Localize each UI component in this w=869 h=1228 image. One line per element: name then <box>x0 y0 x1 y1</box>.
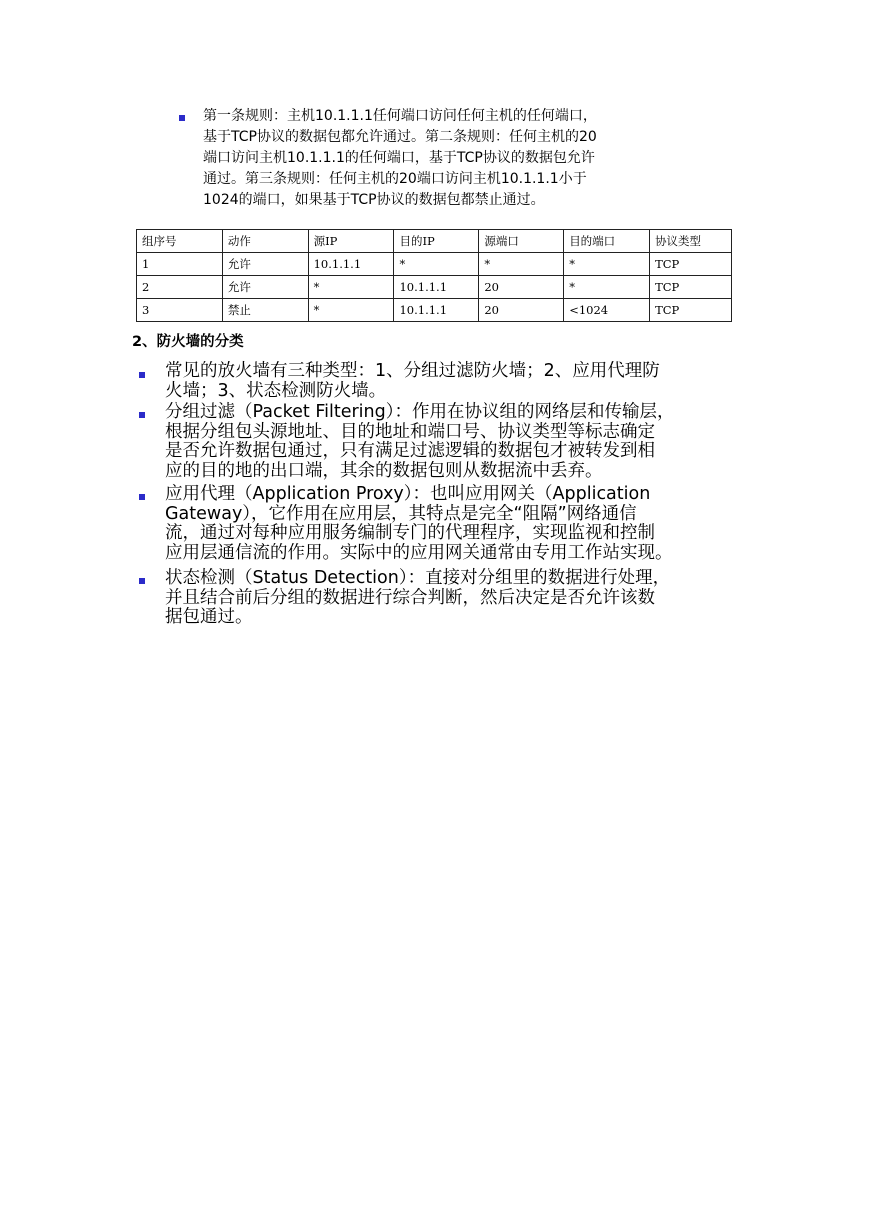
paragraph-line: 并且结合前后分组的数据进行综合判断，然后决定是否允许该数 <box>165 587 655 608</box>
rules-line: 基于TCP协议的数据包都允许通过。第二条规则：任何主机的20 <box>203 129 597 145</box>
table-cell: 允许 <box>222 276 308 299</box>
paragraph-line: 应用层通信流的作用。实际中的应用网关通常由专用工作站实现。 <box>165 542 673 563</box>
table-row <box>137 276 732 299</box>
bullet-icon <box>179 115 185 121</box>
table-cell: 20 <box>479 276 564 299</box>
table-cell: 10.1.1.1 <box>308 253 394 276</box>
table-cell: <1024 <box>564 299 650 322</box>
table-row <box>137 299 732 322</box>
bullet-paragraph-packet-filtering <box>165 403 745 481</box>
rules-line: 1024的端口，如果基于TCP协议的数据包都禁止通过。 <box>203 192 545 208</box>
table-cell: 20 <box>479 299 564 322</box>
paragraph-line: 常见的放火墙有三种类型：1、分组过滤防火墙；2、应用代理防 <box>165 361 660 381</box>
paragraph-line: 根据分组包头源地址、目的地址和端口号、协议类型等标志确定 <box>165 421 655 442</box>
rules-line: 通过。第三条规则：任何主机的20端口访问主机10.1.1.1小于 <box>203 171 587 187</box>
bullet-icon <box>139 578 145 584</box>
table-header-cell: 动作 <box>222 230 308 253</box>
rules-table <box>136 229 732 322</box>
table-cell: 3 <box>137 299 223 322</box>
table-row <box>137 253 732 276</box>
table-cell: * <box>479 253 564 276</box>
table-cell: 允许 <box>222 253 308 276</box>
table-header-cell: 目的IP <box>394 230 479 253</box>
table-cell: * <box>308 299 394 322</box>
table-header-cell: 目的端口 <box>564 230 650 253</box>
table-cell: 10.1.1.1 <box>394 276 479 299</box>
table-cell: * <box>564 253 650 276</box>
paragraph-line: 据包通过。 <box>165 607 253 627</box>
table-header-cell: 协议类型 <box>650 230 732 253</box>
section-title: 2、防火墙的分类 <box>132 334 244 350</box>
table-header-cell: 组序号 <box>137 230 223 253</box>
paragraph-line: 火墙；3、状态检测防火墙。 <box>165 380 387 401</box>
table-cell: 10.1.1.1 <box>394 299 479 322</box>
rules-description <box>203 106 673 211</box>
rules-line: 第一条规则：主机10.1.1.1任何端口访问任何主机的任何端口， <box>203 108 597 124</box>
paragraph-line: Gateway），它作用在应用层，其特点是完全“阻隔”网络通信 <box>165 503 637 524</box>
table-header-cell: 源端口 <box>479 230 564 253</box>
bullet-icon <box>139 412 145 418</box>
rules-line: 端口访问主机10.1.1.1的任何端口，基于TCP协议的数据包允许 <box>203 150 595 166</box>
table-cell: * <box>564 276 650 299</box>
bullet-paragraph-types <box>165 362 745 401</box>
paragraph-line: 是否允许数据包通过，只有满足过滤逻辑的数据包才被转发到相 <box>165 441 655 461</box>
bullet-icon <box>139 372 145 378</box>
table-cell: 禁止 <box>222 299 308 322</box>
paragraph-line: 状态检测（Status Detection）：直接对分组里的数据进行处理， <box>165 568 671 588</box>
table-header-row <box>137 230 732 253</box>
paragraph-line: 应用代理（Application Proxy）：也叫应用网关（Application <box>165 484 651 504</box>
table-cell: TCP <box>650 276 732 299</box>
paragraph-line: 流，通过对每种应用服务编制专门的代理程序，实现监视和控制 <box>165 523 655 543</box>
table-header-cell: 源IP <box>308 230 394 253</box>
paragraph-line: 分组过滤（Packet Filtering）：作用在协议组的网络层和传输层， <box>165 402 675 422</box>
table-cell: * <box>394 253 479 276</box>
bullet-paragraph-application-proxy <box>165 485 745 563</box>
table-cell: 1 <box>137 253 223 276</box>
bullet-paragraph-status-detection <box>165 569 745 628</box>
table-cell: TCP <box>650 299 732 322</box>
paragraph-line: 应的目的地的出口端，其余的数据包则从数据流中丢弃。 <box>165 460 603 481</box>
table-cell: * <box>308 276 394 299</box>
bullet-icon <box>139 494 145 500</box>
table-cell: TCP <box>650 253 732 276</box>
table-cell: 2 <box>137 276 223 299</box>
